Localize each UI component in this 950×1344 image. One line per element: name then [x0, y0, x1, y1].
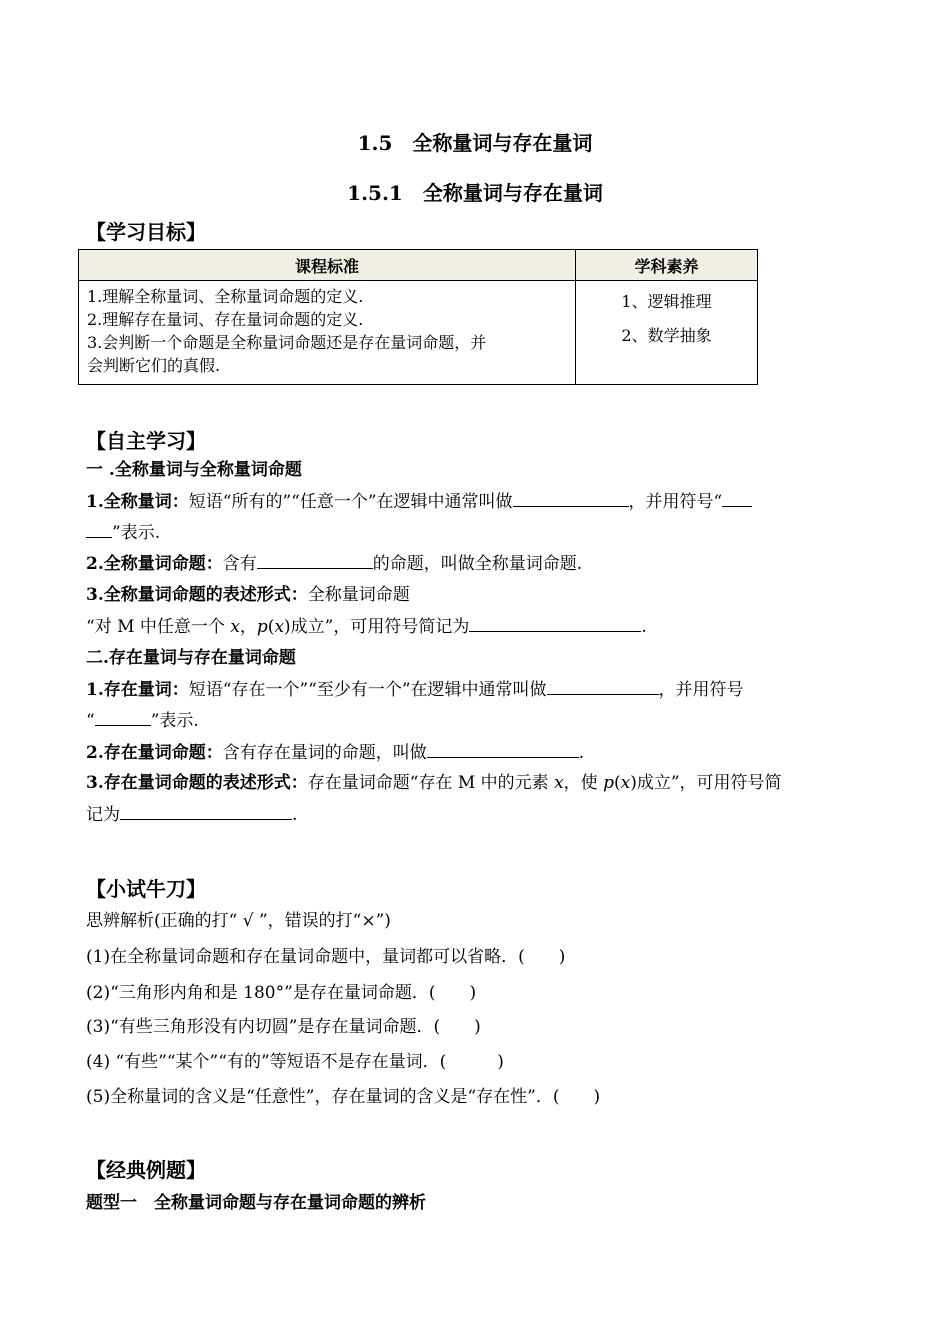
practice-item: (1)在全称量词命题和存在量词命题中，量词都可以省略．( ) [86, 947, 566, 967]
q2-line [86, 741, 866, 764]
p2-label: 2.全称量词命题： [86, 554, 223, 574]
q3-text: 存在量词命题“存在 M 中的元素 [307, 773, 555, 793]
fill-blank [86, 521, 112, 538]
variable-x: x [554, 773, 564, 793]
p2-text: 含有 [222, 554, 257, 574]
practice-intro: 思辨解析(正确的打“ √ ”，错误的打“×”) [86, 911, 391, 931]
table-header-row [79, 250, 758, 281]
q1-text: “ [86, 711, 95, 731]
p1-text: ，并用符号“ [628, 492, 723, 512]
variable-x: x [274, 617, 285, 637]
q3-line [86, 772, 866, 794]
fill-blank [427, 741, 579, 758]
standard-item: 2.理解存在量词、存在量词命题的定义. [87, 310, 364, 329]
q2-text: 含有存在量词的命题，叫做 [222, 743, 427, 763]
fill-blank [547, 678, 659, 695]
q3-line2 [86, 803, 866, 826]
standard-item: 1.理解全称量词、全称量词命题的定义. [87, 287, 364, 306]
p1-text: ”表示. [112, 523, 161, 543]
part2-heading: 二.存在量词与存在量词命题 [86, 648, 296, 668]
standard-item: 会判断它们的真假. [87, 356, 221, 375]
p3-text: . [641, 617, 647, 637]
q3-text: ，使 [563, 773, 604, 793]
p3-text: 全称量词命题 [307, 585, 410, 605]
part1-heading: 一 .全称量词与全称量词命题 [86, 460, 302, 480]
table-row [79, 281, 758, 385]
fill-blank [95, 709, 151, 726]
q2-text: . [578, 743, 585, 763]
q3-text: ( [613, 773, 621, 793]
q3-text: )成立”，可用符号简 [630, 773, 782, 793]
q1-text: ”表示. [150, 711, 199, 731]
q2-label: 2.存在量词命题： [86, 743, 223, 763]
p3-text: ， [239, 617, 257, 637]
q1-text: 短语“存在一个”“至少有一个”在逻辑中通常叫做 [188, 680, 547, 700]
p1-text: 短语“所有的”“任意一个”在逻辑中通常叫做 [188, 492, 513, 512]
objectives-table [78, 249, 758, 385]
literacy-item: 1、逻辑推理 [621, 292, 712, 311]
practice-item: (2)“三角形内角和是 180°”是存在量词命题．( ) [86, 983, 477, 1003]
p3-label: 3.全称量词命题的表述形式： [86, 585, 308, 605]
section-examples: 【经典例题】 [86, 1158, 206, 1182]
p3-line2 [86, 615, 866, 638]
section-objectives: 【学习目标】 [86, 220, 206, 244]
practice-item: (5)全称量词的含义是“任意性”，存在量词的含义是“存在性”．( ) [86, 1087, 601, 1107]
fill-blank [722, 490, 752, 507]
standards-cell [79, 281, 576, 385]
p3-text: )成立”，可用符号简记为 [284, 617, 470, 637]
practice-item: (3)“有些三角形没有内切圆”是存在量词命题．( ) [86, 1017, 481, 1037]
variable-p: p [603, 773, 614, 793]
page-subtitle: 1.5.1 全称量词与存在量词 [347, 181, 603, 205]
section-self-study: 【自主学习】 [86, 429, 206, 453]
q1-line2 [86, 709, 866, 732]
variable-x: x [620, 773, 631, 793]
q3-text: 记为 [86, 805, 120, 825]
p1-label: 1.全称量词： [86, 492, 189, 512]
p3-text: ( [267, 617, 275, 637]
p3-text: “对 M 中任意一个 [86, 617, 231, 637]
header-course-standard: 课程标准 [79, 250, 576, 281]
fill-blank [513, 490, 629, 507]
p2-line [86, 552, 866, 575]
p3-line [86, 584, 866, 606]
header-subject-literacy: 学科素养 [576, 250, 758, 281]
example-type-heading: 题型一 全称量词命题与存在量词命题的辨析 [86, 1193, 426, 1213]
fill-blank [469, 615, 641, 632]
q1-label: 1.存在量词： [86, 680, 189, 700]
variable-x: x [230, 617, 240, 637]
q3-text: . [292, 805, 298, 825]
p1-line [86, 490, 866, 513]
fill-blank [120, 803, 292, 820]
section-practice: 【小试牛刀】 [86, 877, 206, 901]
literacy-cell [576, 281, 758, 385]
q3-label: 3.存在量词命题的表述形式： [86, 773, 308, 793]
practice-item: (4) “有些”“某个”“有的”等短语不是存在量词．( ) [86, 1052, 504, 1072]
fill-blank [257, 552, 373, 569]
q1-line [86, 678, 866, 701]
p1-line2 [86, 521, 866, 544]
q1-text: ，并用符号 [658, 680, 744, 700]
p2-text: 的命题，叫做全称量词命题. [372, 554, 583, 574]
page-title: 1.5 全称量词与存在量词 [357, 131, 593, 155]
variable-p: p [256, 617, 268, 637]
standard-item: 3.会判断一个命题是全称量词命题还是存在量词命题，并 [87, 333, 487, 352]
literacy-item: 2、数学抽象 [621, 326, 712, 345]
